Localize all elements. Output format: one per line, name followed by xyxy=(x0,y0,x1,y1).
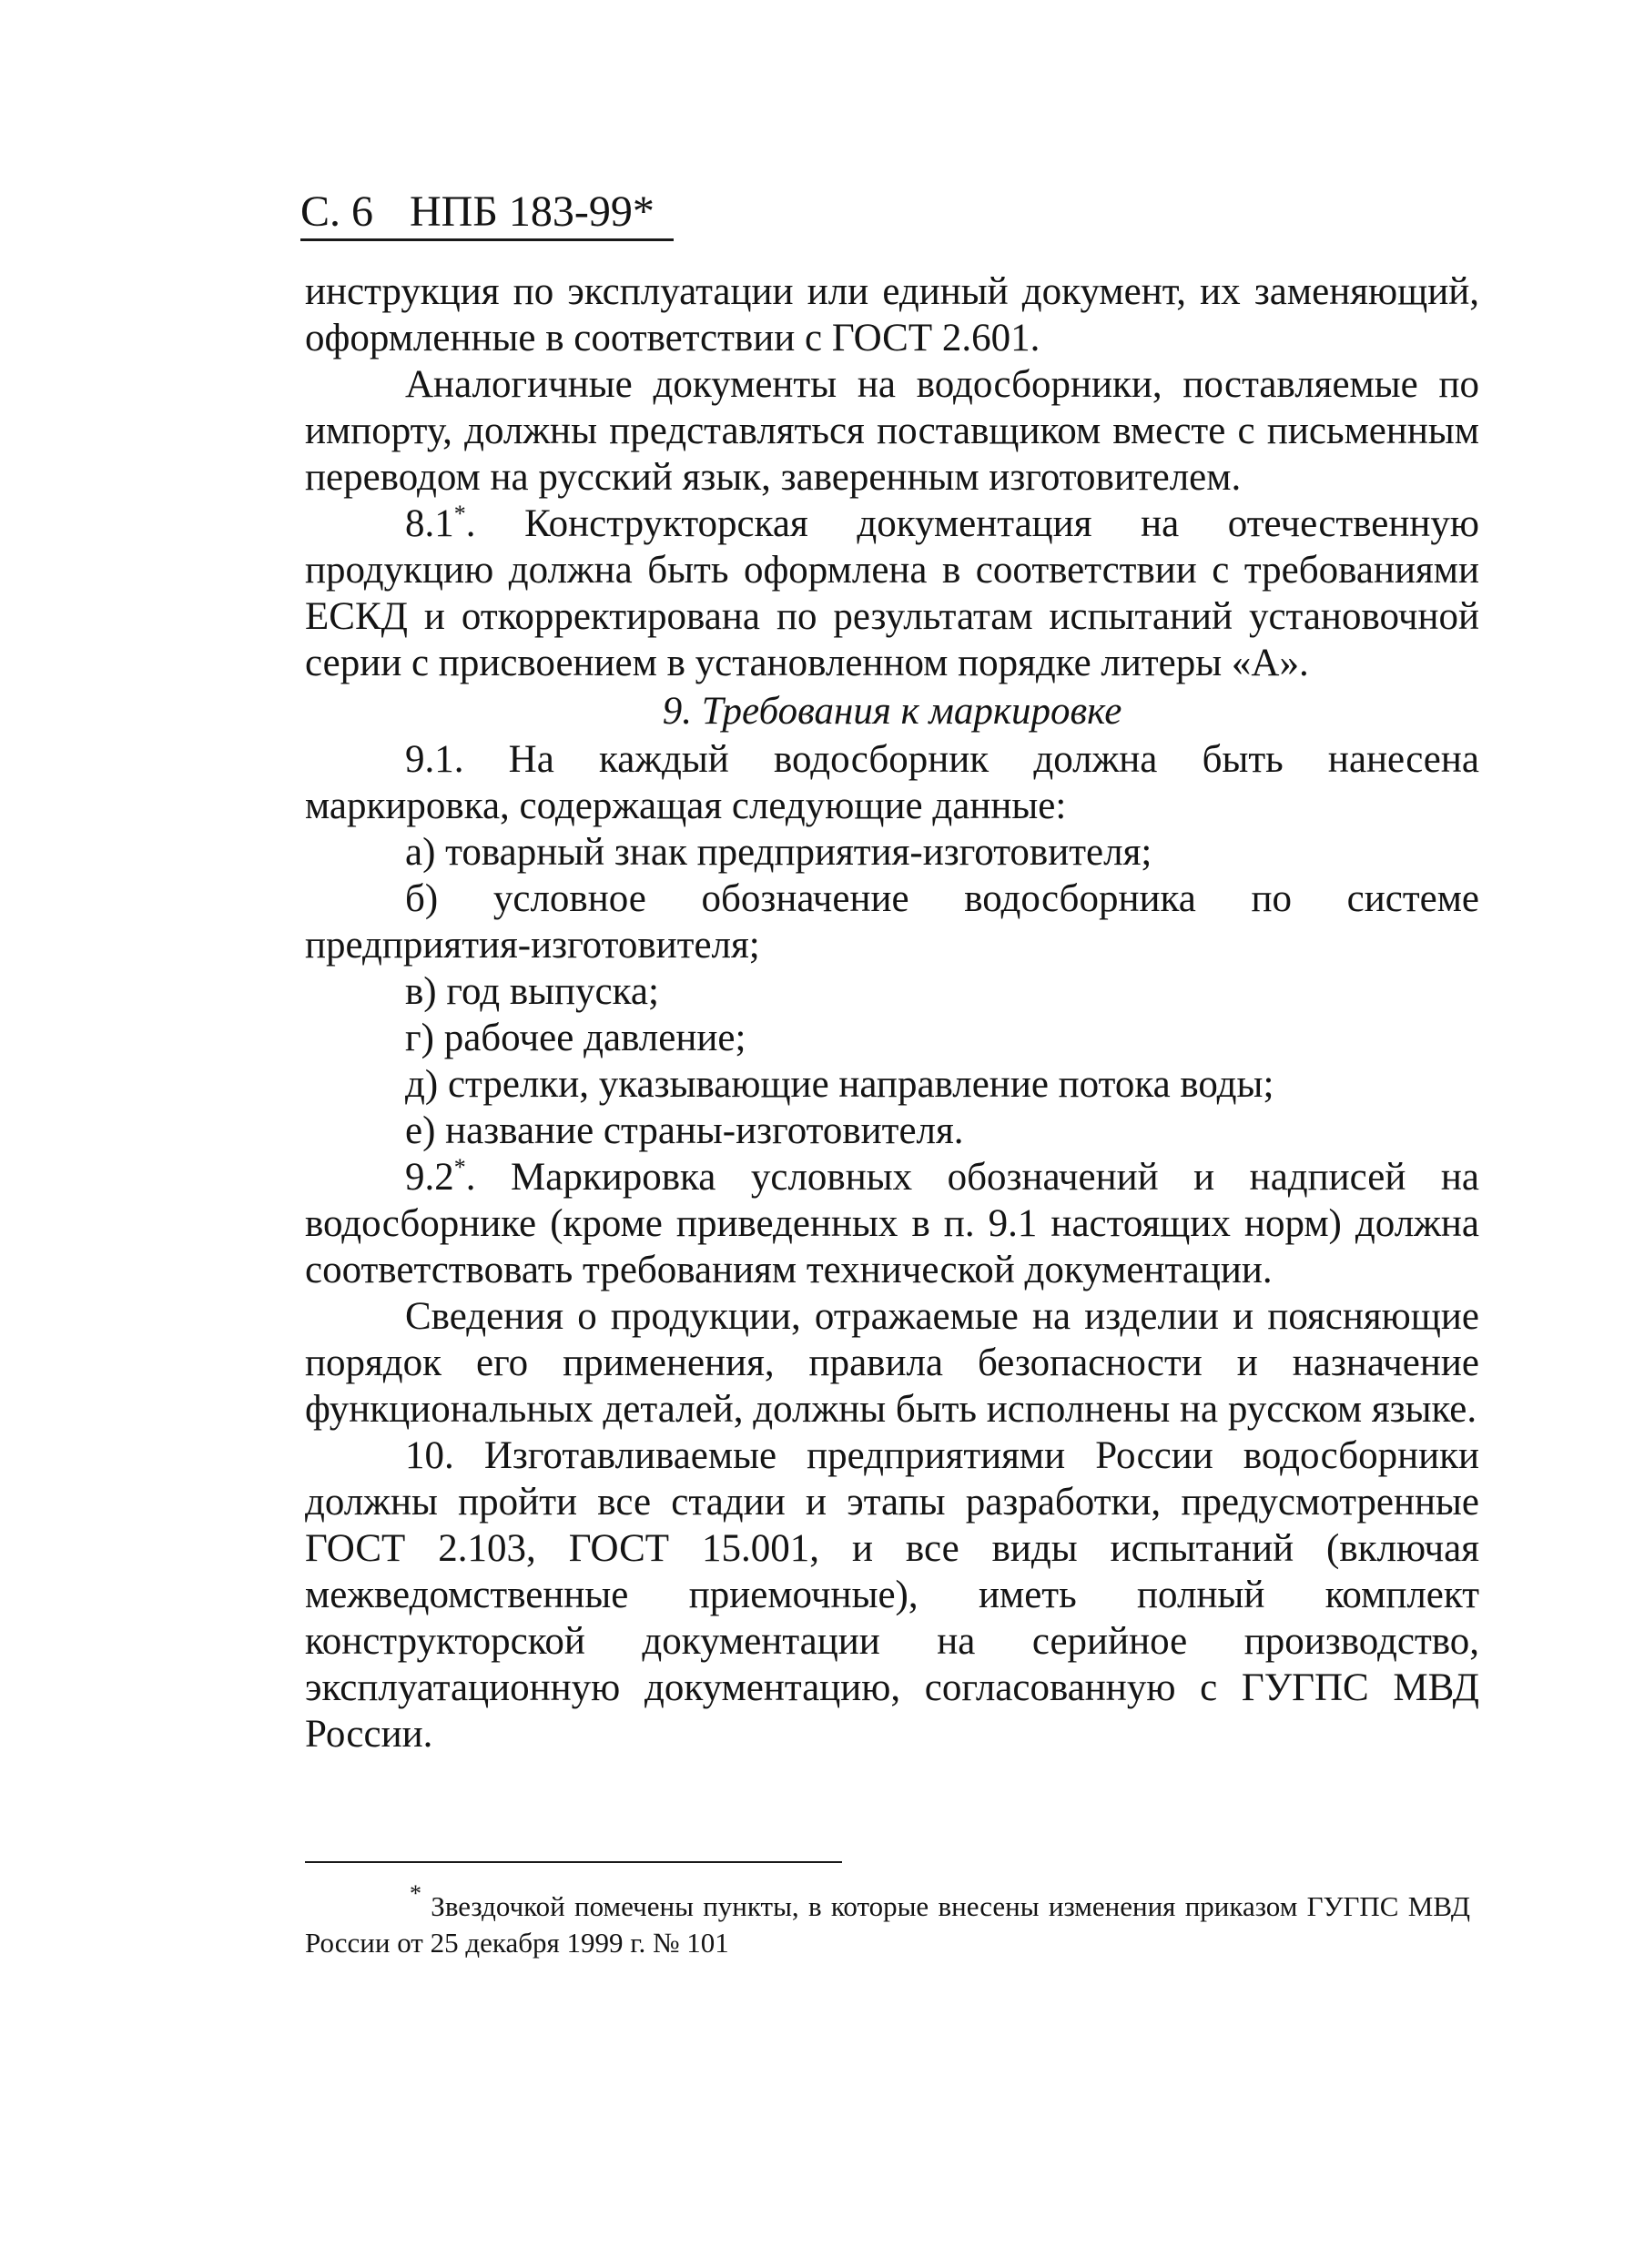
footnote xyxy=(305,1880,1470,1961)
clause-number: 9.2 xyxy=(405,1156,454,1199)
document-body xyxy=(305,268,1479,1757)
footnote-text: Звездочкой помечены пункты, в которые внесены изменения приказом ГУГПС МВД России от 25 декабря 1999 г. № 101 xyxy=(305,1890,1470,1959)
page-header xyxy=(300,187,655,238)
clause-text: . Конструкторская документация на отечественную продукцию должна быть оформлена в соответствии с требованиями ЕСКД и откорректирована по результатам испытаний установочной серии с присвоением в установленном порядке литеры «А». xyxy=(305,502,1479,684)
clause-number: 8.1 xyxy=(405,502,454,545)
paragraph-continuation: инструкция по эксплуатации или единый документ, их заменяющий, оформленные в соответствии с ГОСТ 2.601. xyxy=(305,270,1479,359)
list-item: е) название страны-изготовителя. xyxy=(405,1109,964,1152)
document-code: НПБ 183-99* xyxy=(410,187,655,236)
list-item: д) стрелки, указывающие направление потока воды; xyxy=(405,1063,1274,1106)
list-item: б) условное обозначение водосборника по системе предприятия-изготовителя; xyxy=(305,877,1479,967)
paragraph-10: 10. Изготавливаемые предприятиями России водосборники должны пройти все стадии и этапы разработки, предусмотренные ГОСТ 2.103, ГОСТ 15.001, и все виды испытаний (включая межведомственные приемочные), иметь полный комплект конструкторской документации на серийное производство, эксплуатационную документацию, согласованную с ГУГПС МВД России. xyxy=(305,1434,1479,1756)
amendment-star: * xyxy=(453,501,466,527)
footnote-star: * xyxy=(410,1880,421,1907)
footnote-separator xyxy=(305,1861,842,1863)
list-item: г) рабочее давление; xyxy=(405,1017,746,1059)
paragraph-8-1 xyxy=(305,501,1479,686)
list-item: а) товарный знак предприятия-изготовителя; xyxy=(405,831,1152,874)
list-item: в) год выпуска; xyxy=(405,970,659,1013)
paragraph-product-info: Сведения о продукции, отражаемые на изделии и поясняющие порядок его применения, правила безопасности и назначение функциональных деталей, должны быть исполнены на русском языке. xyxy=(305,1295,1479,1431)
header-underline xyxy=(300,238,674,241)
clause-text: . Маркировка условных обозначений и надписей на водосборнике (кроме приведенных в п. 9.1 настоящих норм) должна соответствовать требованиям технической документации. xyxy=(305,1156,1479,1291)
section-heading: 9. Требования к маркировке xyxy=(662,690,1122,733)
amendment-star: * xyxy=(453,1154,466,1180)
paragraph-9-1: 9.1. На каждый водосборник должна быть нанесена маркировка, содержащая следующие данные: xyxy=(305,738,1479,827)
paragraph-9-2 xyxy=(305,1154,1479,1293)
page-number: С. 6 xyxy=(300,187,374,236)
paragraph-import-documents: Аналогичные документы на водосборники, поставляемые по импорту, должны представляться поставщиком вместе с письменным переводом на русский язык, заверенным изготовителем. xyxy=(305,363,1479,499)
